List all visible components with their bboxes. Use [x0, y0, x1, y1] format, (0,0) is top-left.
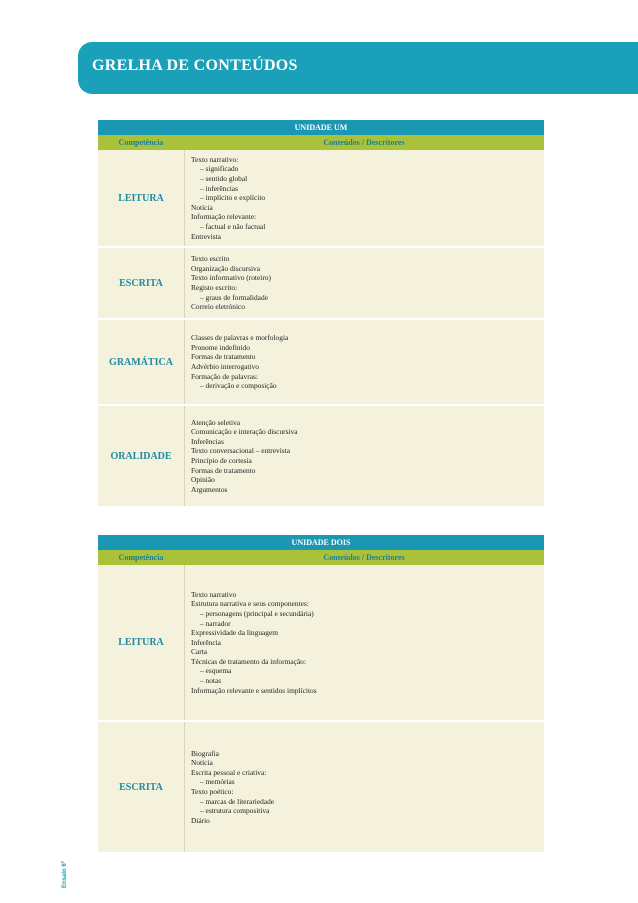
content-item: Advérbio interrogativo: [191, 362, 259, 371]
content-item: Argumentos: [191, 484, 228, 494]
content-item: – esquema: [200, 666, 232, 676]
competencia-label: ESCRITA: [98, 722, 185, 852]
unit-table: [98, 120, 544, 508]
column-header-competencia: Competência: [118, 553, 164, 562]
unit-title: UNIDADE DOIS: [98, 535, 544, 550]
content-item: – notas: [200, 676, 222, 686]
content-item: – personagens (principal e secundária): [200, 608, 314, 618]
content-item: Classes de palavras e morfologia: [191, 333, 289, 343]
content-item: Correio eletrónico: [191, 302, 245, 312]
content-item: Diário: [191, 815, 210, 825]
content-item: – factual e não factual: [200, 221, 266, 231]
unit-table: [98, 535, 544, 854]
table-row: [98, 320, 544, 406]
column-header-row: [98, 135, 544, 150]
column-header-competencia: Competência: [118, 138, 164, 147]
content-item: Escrita pessoal e criativa:: [191, 767, 267, 777]
content-item: – estrutura compositiva: [200, 806, 270, 816]
content-item: Expressividade da linguagem: [191, 628, 279, 638]
column-header-row: [98, 550, 544, 565]
competencia-label: ESCRITA: [98, 248, 185, 318]
content-item: – sentido global: [200, 174, 248, 184]
content-item: Formas de tratamento: [191, 465, 256, 475]
content-item: Texto escrito: [191, 254, 230, 264]
side-logo-text: Ensaio 6º: [62, 861, 68, 888]
page-title: GRELHA DE CONTEÚDOS: [92, 57, 298, 74]
content-item: Formação de palavras:: [191, 371, 258, 381]
content-item: – memórias: [200, 777, 235, 787]
content-item: – graus de formalidade: [200, 292, 268, 302]
table-row: [98, 406, 544, 508]
content-item: Formas de tratamento: [191, 352, 256, 362]
column-header-conteudos: Conteúdos / Descritores: [323, 553, 405, 562]
side-logo: [62, 828, 74, 890]
content-item: Pronome indefinido: [191, 342, 250, 352]
content-item: Inferências: [191, 436, 224, 446]
content-list: [185, 248, 544, 318]
content-item: Informação relevante e sentidos implícitos: [191, 685, 317, 695]
content-item: – derivação e composição: [200, 381, 277, 391]
table-row: [98, 565, 544, 722]
content-item: Texto narrativo: [191, 589, 237, 599]
content-item: – significado: [200, 164, 239, 174]
content-item: Notícia: [191, 758, 213, 768]
content-item: Organização discursiva: [191, 263, 261, 273]
content-item: – implícito e explícito: [200, 193, 266, 203]
content-item: – narrador: [200, 618, 231, 628]
content-item: Comunicação e interação discursiva: [191, 427, 298, 437]
content-item: Notícia: [191, 202, 213, 212]
competencia-label: ORALIDADE: [98, 406, 185, 506]
content-item: Opinião: [191, 475, 215, 485]
content-item: Carta: [191, 647, 208, 657]
column-header-conteudos: Conteúdos / Descritores: [323, 138, 405, 147]
content-item: Atenção seletiva: [191, 417, 241, 427]
content-item: Técnicas de tratamento da informação:: [191, 656, 306, 666]
unit-title: UNIDADE UM: [98, 120, 544, 135]
content-list: [185, 565, 544, 720]
content-list: [185, 406, 544, 506]
content-item: Inferência: [191, 637, 221, 647]
competencia-label: LEITURA: [98, 150, 185, 246]
table-row: [98, 722, 544, 854]
table-row: [98, 248, 544, 320]
content-list: [185, 320, 544, 404]
content-item: Biografia: [191, 748, 219, 758]
content-list: [185, 722, 544, 852]
competencia-label: GRAMÁTICA: [98, 320, 185, 404]
content-item: – inferências: [200, 183, 238, 193]
content-item: Entrevista: [191, 231, 221, 241]
content-item: Texto conversacional – entrevista: [191, 446, 291, 456]
content-item: Texto poético:: [191, 787, 234, 796]
content-item: Texto informativo (roteiro): [191, 273, 271, 283]
content-item: Estrutura narrativa e seus componentes:: [191, 599, 309, 609]
competencia-label: LEITURA: [98, 565, 185, 720]
content-item: Informação relevante:: [191, 212, 257, 222]
content-list: [185, 150, 544, 246]
content-item: Princípio de cortesia: [191, 456, 252, 465]
header-banner: [78, 42, 638, 94]
content-item: Texto narrativo:: [191, 154, 239, 164]
content-item: Registo escrito:: [191, 283, 238, 292]
table-row: [98, 150, 544, 248]
content-item: – marcas de literariedade: [200, 796, 275, 806]
